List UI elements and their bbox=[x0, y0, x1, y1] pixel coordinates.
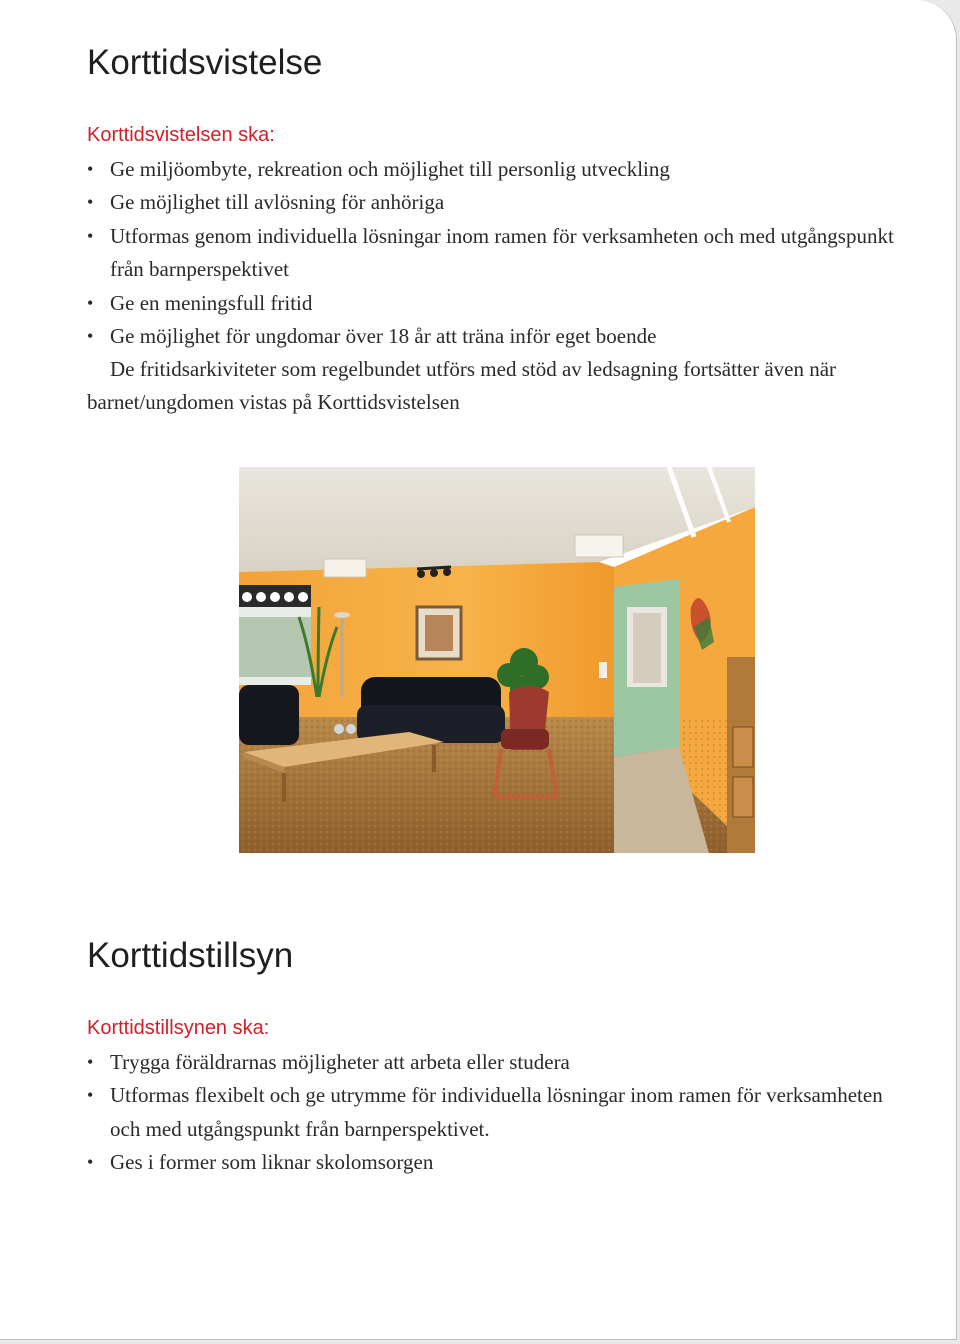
living-room-photo bbox=[239, 467, 755, 853]
list-item: • Ge möjlighet till avlösning för anhöriga bbox=[87, 186, 917, 219]
list-item: • Trygga föräldrarnas möjligheter att arbeta eller studera bbox=[87, 1046, 917, 1079]
list-item: • Ge en meningsfull fritid bbox=[87, 287, 917, 320]
section-subheading-korttidsvistelse: Korttidsvistelsen ska: bbox=[87, 124, 275, 146]
list-item: • Ges i former som liknar skolomsorgen bbox=[87, 1146, 917, 1179]
list-item: • Ge möjlighet för ungdomar över 18 år att träna inför eget boende bbox=[87, 320, 917, 353]
list-item: • Ge miljöombyte, rekreation och möjlighet till personlig utveckling bbox=[87, 153, 917, 186]
korttidstillsyn-list bbox=[87, 1046, 917, 1180]
korttidsvistelse-list bbox=[87, 153, 917, 353]
section-subheading-korttidstillsyn: Korttidstillsynen ska: bbox=[87, 1017, 270, 1039]
fritid-paragraph: De fritidsarkiviteter som regelbundet utförs med stöd av ledsagning fortsätter även när barnet/ungdomen vistas på Korttidsvistelsen bbox=[87, 357, 837, 415]
section-heading-korttidsvistelse: Korttidsvistelse bbox=[87, 43, 323, 82]
list-item: • Utformas flexibelt och ge utrymme för individuella lösningar inom ramen för verksamheten och med utgångspunkt från barnperspektivet. bbox=[87, 1079, 917, 1146]
list-item: • Utformas genom individuella lösningar inom ramen för verksamheten och med utgångspunkt från barnperspektivet bbox=[87, 220, 917, 287]
section-heading-korttidstillsyn: Korttidstillsyn bbox=[87, 936, 294, 975]
